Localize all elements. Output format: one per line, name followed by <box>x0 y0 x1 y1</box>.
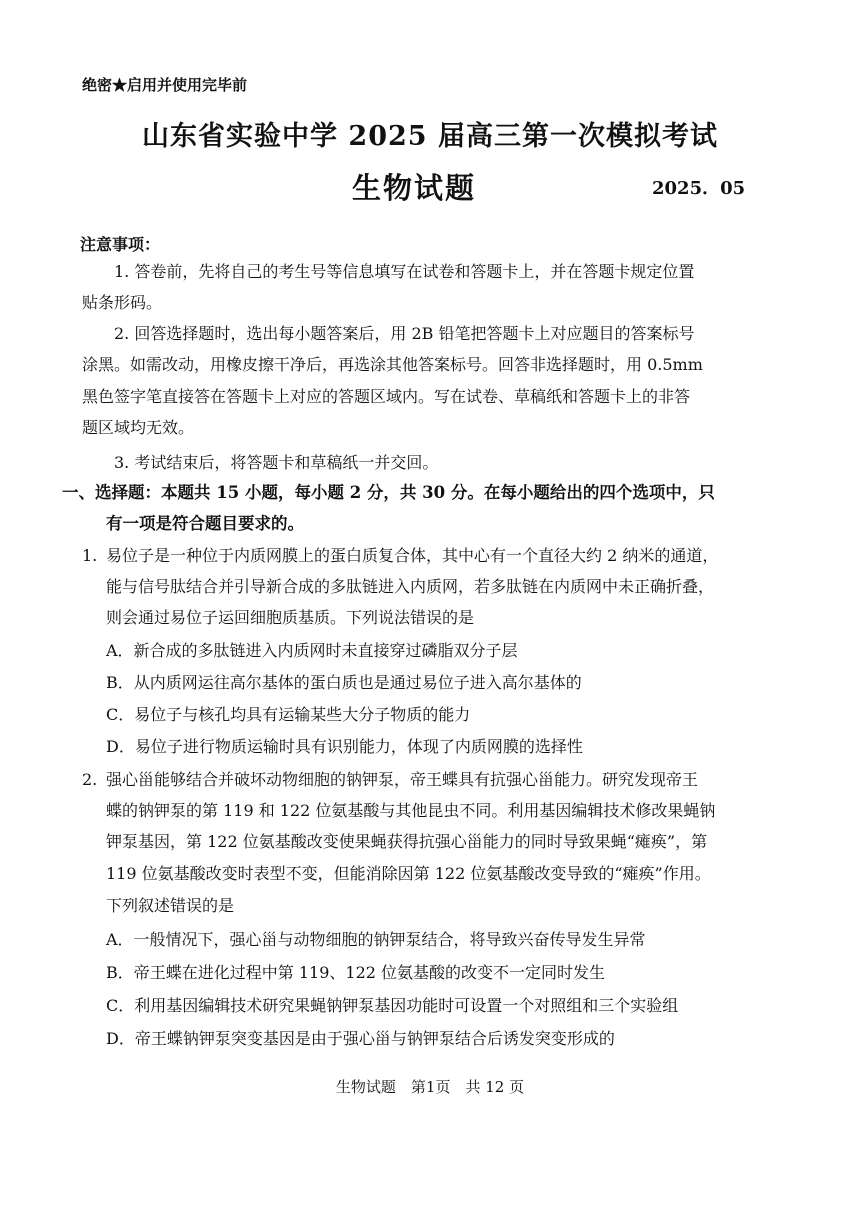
question-stem-line: 下列叙述错误的是 <box>106 896 235 915</box>
option-b: B．从内质网运往高尔基体的蛋白质也是通过易位子进入高尔基体的 <box>106 673 582 692</box>
question-number: 1. <box>82 546 98 565</box>
exam-date: 2025．05 <box>652 178 746 199</box>
option-d: D．帝王蝶钠钾泵突变基因是由于强心甾与钠钾泵结合后诱发突变形成的 <box>106 1029 615 1048</box>
question-stem-line: 强心甾能够结合并破坏动物细胞的钠钾泵，帝王蝶具有抗强心甾能力。研究发现帝王 <box>106 770 699 789</box>
option-a: A．一般情况下，强心甾与动物细胞的钠钾泵结合，将导致兴奋传导发生异常 <box>106 930 646 949</box>
option-b: B．帝王蝶在进化过程中第 119、122 位氨基酸的改变不一定同时发生 <box>106 963 606 982</box>
option-c: C．易位子与核孔均具有运输某些大分子物质的能力 <box>106 705 471 724</box>
notice-line: 贴条形码。 <box>82 293 163 312</box>
question-number: 2. <box>82 770 98 789</box>
question-stem-line: 能与信号肽结合并引导新合成的多肽链进入内质网，若多肽链在内质网中未正确折叠， <box>106 577 715 596</box>
option-a: A．新合成的多肽链进入内质网时未直接穿过磷脂双分子层 <box>106 641 518 660</box>
page-footer: 生物试题 第1页 共 12 页 <box>335 1078 525 1096</box>
exam-title: 山东省实验中学 2025 届高三第一次模拟考试 <box>142 121 718 152</box>
notice-line: 涂黑。如需改动，用橡皮擦干净后，再选涂其他答案标号。回答非选择题时，用 0.5mm <box>82 355 703 374</box>
notice-heading: 注意事项： <box>80 235 161 254</box>
option-d: D．易位子进行物质运输时具有识别能力，体现了内质网膜的选择性 <box>106 737 583 756</box>
notice-line: 3. 考试结束后，将答题卡和草稿纸一并交回。 <box>114 453 439 472</box>
notice-line: 题区域均无效。 <box>82 418 195 437</box>
subject-title: 生物试题 <box>352 171 477 205</box>
notice-line: 2. 回答选择题时，选出每小题答案后，用 2B 铅笔把答题卡上对应题目的答案标号 <box>114 324 695 343</box>
question-stem-line: 119 位氨基酸改变时表型不变，但能消除因第 122 位氨基酸改变导致的“瘫痪”作用。 <box>106 864 711 883</box>
question-stem-line: 钾泵基因，第 122 位氨基酸改变使果蝇获得抗强心甾能力的同时导致果蝇“瘫痪”，第 <box>106 832 708 851</box>
section-heading: 一、选择题：本题共 15 小题，每小题 2 分，共 30 分。在每小题给出的四个选项中，只 <box>62 483 715 502</box>
confidential-mark: 绝密★启用并使用完毕前 <box>82 76 248 94</box>
question-stem-line: 则会通过易位子运回细胞质基质。下列说法错误的是 <box>106 608 475 627</box>
section-heading-continued: 有一项是符合题目要求的。 <box>106 514 304 533</box>
notice-line: 黑色签字笔直接答在答题卡上对应的答题区域内。写在试卷、草稿纸和答题卡上的非答 <box>82 387 691 406</box>
question-stem-line: 易位子是一种位于内质网膜上的蛋白质复合体，其中心有一个直径大约 2 纳米的通道， <box>106 546 719 565</box>
notice-line: 1. 答卷前，先将自己的考生号等信息填写在试卷和答题卡上，并在答题卡规定位置 <box>114 262 695 281</box>
question-stem-line: 蝶的钠钾泵的第 119 和 122 位氨基酸与其他昆虫不同。利用基因编辑技术修改果蝇钠 <box>106 801 716 820</box>
option-c: C．利用基因编辑技术研究果蝇钠钾泵基因功能时可设置一个对照组和三个实验组 <box>106 996 679 1015</box>
